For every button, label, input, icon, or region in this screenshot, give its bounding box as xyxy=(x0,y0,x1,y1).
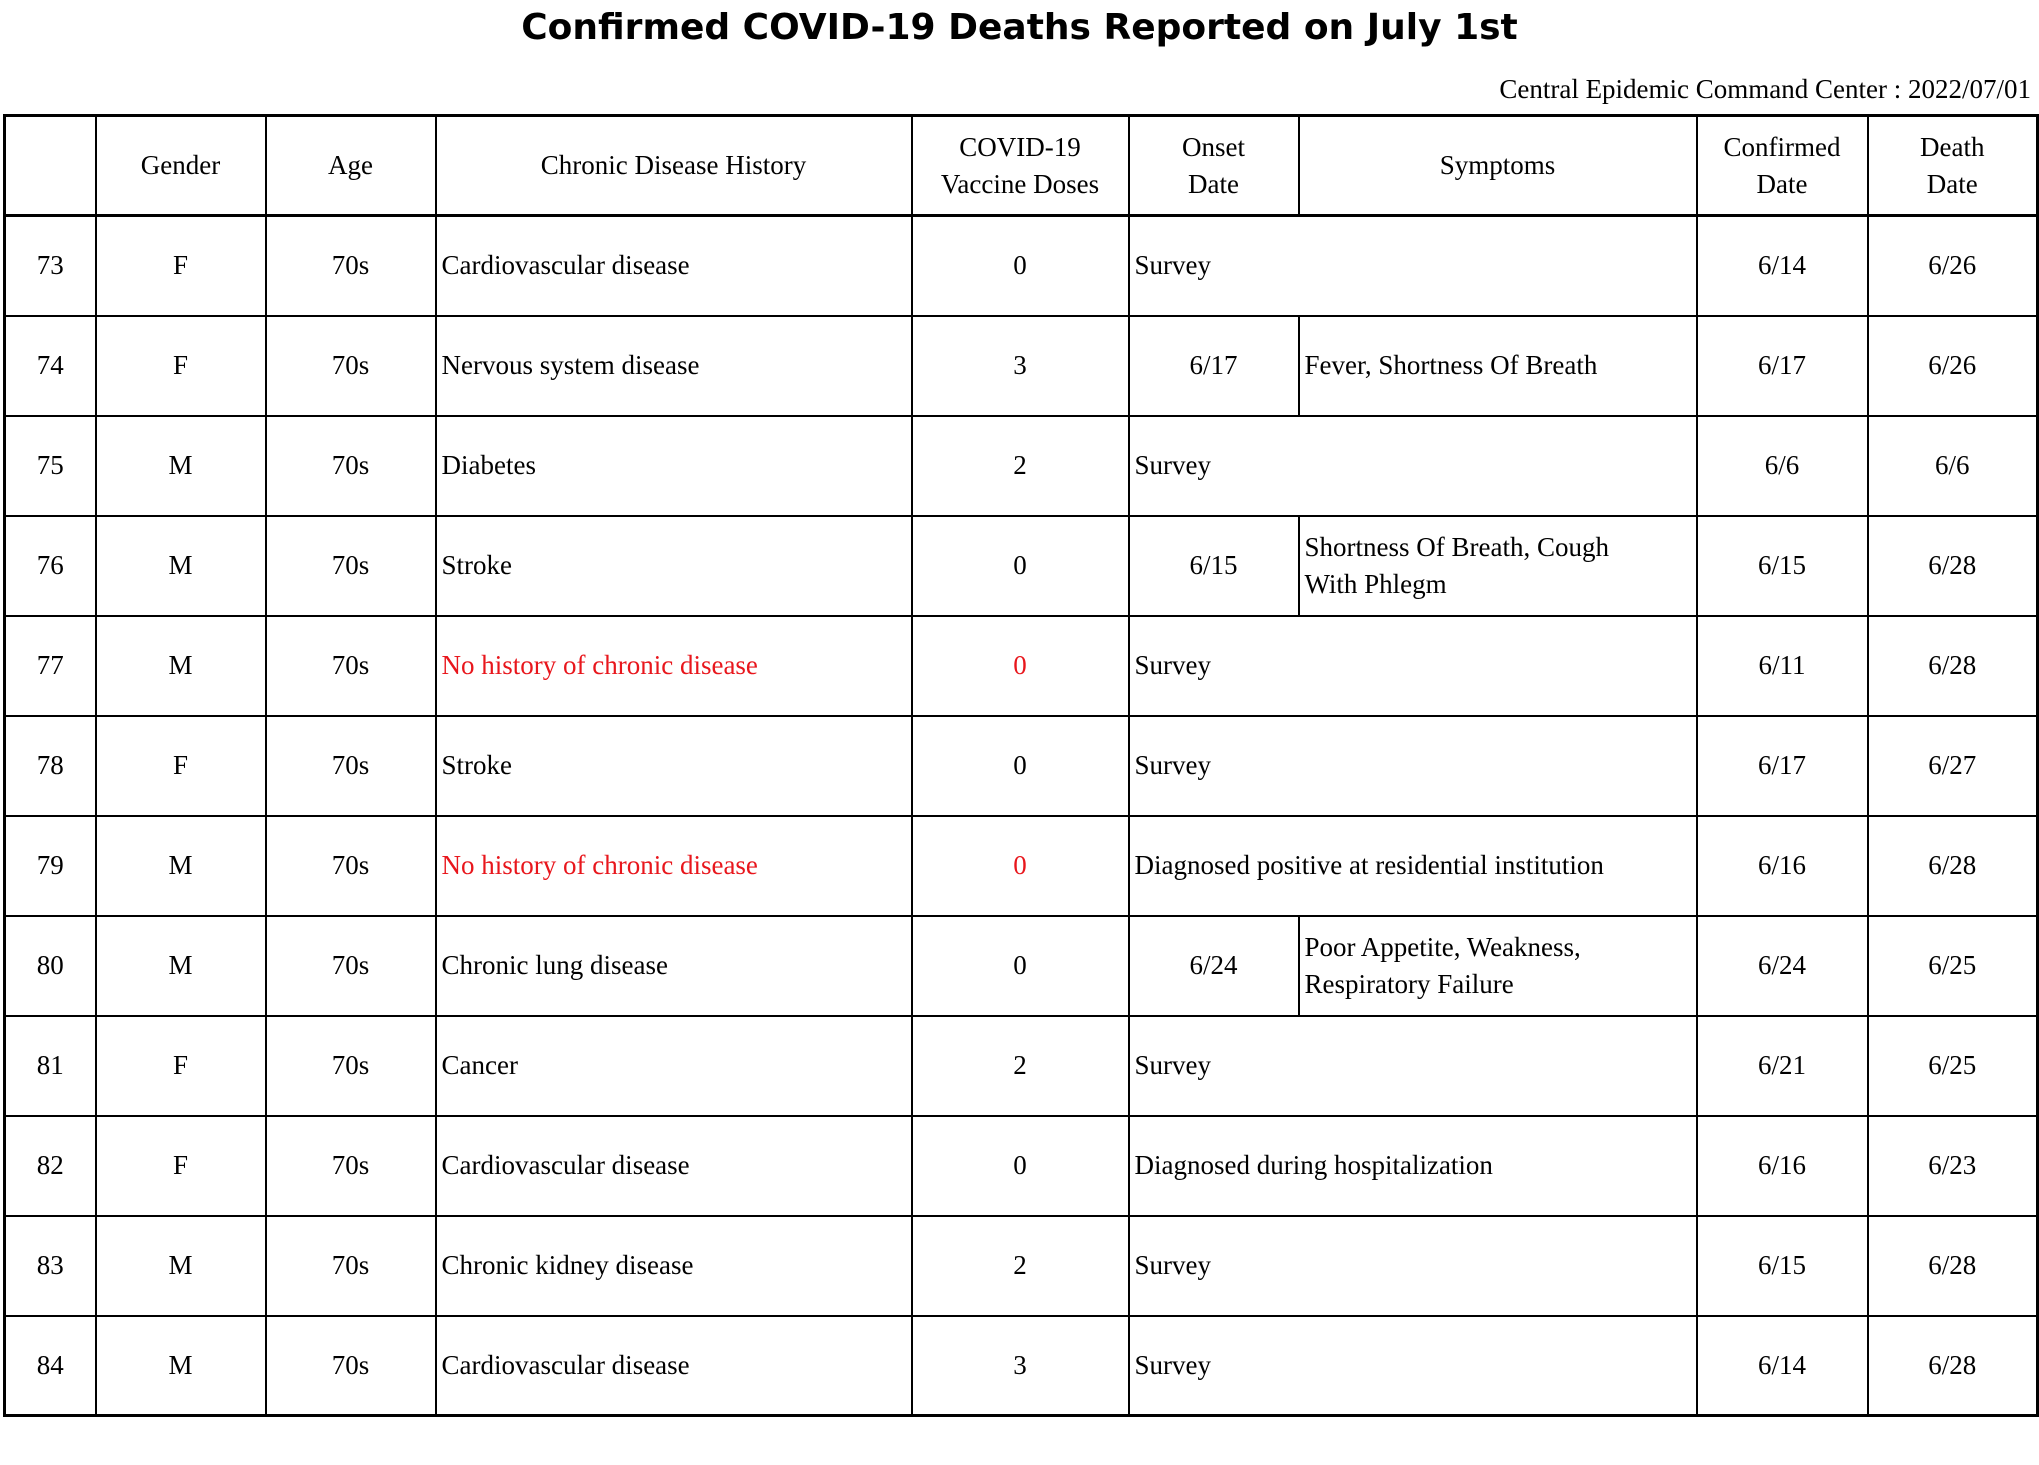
header-confirmed-date xyxy=(1697,116,1868,216)
chronic-disease-cell: Stroke xyxy=(436,516,912,616)
source-line: Central Epidemic Command Center : 2022/07/01 xyxy=(1499,74,2031,104)
gender-cell: M xyxy=(96,516,266,616)
case-number: 80 xyxy=(5,916,96,1016)
vaccine-doses-cell: 2 xyxy=(912,1216,1129,1316)
symptoms-cell xyxy=(1299,316,1697,416)
symptoms-line1: Poor Appetite, Weakness, xyxy=(1304,931,1581,962)
chronic-disease-cell: Chronic lung disease xyxy=(436,916,912,1016)
gender-cell: M xyxy=(96,916,266,1016)
case-number: 73 xyxy=(5,216,96,316)
header-age: Age xyxy=(266,116,436,216)
confirmed-date-cell: 6/16 xyxy=(1697,1116,1868,1216)
confirmed-date-cell: 6/11 xyxy=(1697,616,1868,716)
chronic-disease-cell: Chronic kidney disease xyxy=(436,1216,912,1316)
table-row xyxy=(5,1116,2038,1216)
confirmed-date-cell: 6/24 xyxy=(1697,916,1868,1016)
case-number: 81 xyxy=(5,1016,96,1116)
chronic-disease-cell: Nervous system disease xyxy=(436,316,912,416)
age-cell: 70s xyxy=(266,416,436,516)
gender-cell: M xyxy=(96,816,266,916)
onset-date-cell: 6/15 xyxy=(1129,516,1299,616)
age-cell: 70s xyxy=(266,216,436,316)
gender-cell: M xyxy=(96,1216,266,1316)
death-date-cell: 6/28 xyxy=(1868,816,2038,916)
confirmed-date-cell: 6/16 xyxy=(1697,816,1868,916)
case-number: 84 xyxy=(5,1316,96,1416)
case-number: 77 xyxy=(5,616,96,716)
onset-note-cell: Diagnosed during hospitalization xyxy=(1129,1116,1697,1216)
header-gender: Gender xyxy=(96,116,266,216)
confirmed-date-cell: 6/14 xyxy=(1697,216,1868,316)
table-row xyxy=(5,216,2038,316)
death-date-cell: 6/23 xyxy=(1868,1116,2038,1216)
vaccine-doses-cell: 2 xyxy=(912,416,1129,516)
case-number: 82 xyxy=(5,1116,96,1216)
vaccine-doses-cell: 2 xyxy=(912,1016,1129,1116)
death-date-cell: 6/28 xyxy=(1868,516,2038,616)
age-cell: 70s xyxy=(266,1016,436,1116)
age-cell: 70s xyxy=(266,816,436,916)
age-cell: 70s xyxy=(266,1116,436,1216)
age-cell: 70s xyxy=(266,516,436,616)
header-vaccine-line1: COVID-19 xyxy=(959,131,1081,162)
gender-cell: F xyxy=(96,716,266,816)
death-date-cell: 6/25 xyxy=(1868,916,2038,1016)
case-number: 75 xyxy=(5,416,96,516)
case-number: 78 xyxy=(5,716,96,816)
case-number: 74 xyxy=(5,316,96,416)
onset-date-cell: 6/17 xyxy=(1129,316,1299,416)
death-date-cell: 6/25 xyxy=(1868,1016,2038,1116)
vaccine-doses-cell: 0 xyxy=(912,816,1129,916)
age-cell: 70s xyxy=(266,616,436,716)
onset-note-cell: Survey xyxy=(1129,1316,1697,1416)
chronic-disease-cell: Cardiovascular disease xyxy=(436,216,912,316)
header-number xyxy=(5,116,96,216)
table-row xyxy=(5,816,2038,916)
confirmed-date-cell: 6/6 xyxy=(1697,416,1868,516)
age-cell: 70s xyxy=(266,1216,436,1316)
onset-note-cell: Survey xyxy=(1129,716,1697,816)
table-row xyxy=(5,716,2038,816)
vaccine-doses-cell: 0 xyxy=(912,616,1129,716)
symptoms-cell xyxy=(1299,516,1697,616)
death-date-cell: 6/26 xyxy=(1868,316,2038,416)
confirmed-date-cell: 6/15 xyxy=(1697,516,1868,616)
header-death-line2: Date xyxy=(1926,168,1978,199)
chronic-disease-cell: Cancer xyxy=(436,1016,912,1116)
header-confirmed-line2: Date xyxy=(1756,168,1808,199)
vaccine-doses-cell: 0 xyxy=(912,1116,1129,1216)
vaccine-doses-cell: 0 xyxy=(912,516,1129,616)
table-row xyxy=(5,1316,2038,1416)
header-onset-line1: Onset xyxy=(1182,131,1245,162)
death-date-cell: 6/26 xyxy=(1868,216,2038,316)
header-onset-date xyxy=(1129,116,1299,216)
onset-note-cell: Survey xyxy=(1129,1016,1697,1116)
header-death-date xyxy=(1868,116,2038,216)
case-number: 83 xyxy=(5,1216,96,1316)
gender-cell: F xyxy=(96,316,266,416)
confirmed-date-cell: 6/17 xyxy=(1697,716,1868,816)
header-confirmed-line1: Confirmed xyxy=(1723,131,1841,162)
vaccine-doses-cell: 0 xyxy=(912,216,1129,316)
age-cell: 70s xyxy=(266,716,436,816)
chronic-disease-cell: Cardiovascular disease xyxy=(436,1316,912,1416)
table-row xyxy=(5,616,2038,716)
gender-cell: F xyxy=(96,1016,266,1116)
symptoms-line2: Respiratory Failure xyxy=(1304,968,1514,999)
onset-note-cell: Survey xyxy=(1129,416,1697,516)
death-date-cell: 6/28 xyxy=(1868,1316,2038,1416)
gender-cell: M xyxy=(96,616,266,716)
header-vaccine-line2: Vaccine Doses xyxy=(940,168,1100,199)
onset-note-cell: Survey xyxy=(1129,216,1697,316)
symptoms-line1: Shortness Of Breath, Cough xyxy=(1304,531,1609,562)
chronic-disease-cell: Stroke xyxy=(436,716,912,816)
symptoms-line2: With Phlegm xyxy=(1304,568,1447,599)
page-title: Confirmed COVID-19 Deaths Reported on July 1st xyxy=(521,7,1518,48)
deaths-table xyxy=(3,114,2039,1417)
age-cell: 70s xyxy=(266,916,436,1016)
onset-note-cell: Diagnosed positive at residential institution xyxy=(1129,816,1697,916)
table-row xyxy=(5,416,2038,516)
age-cell: 70s xyxy=(266,1316,436,1416)
gender-cell: F xyxy=(96,216,266,316)
header-onset-line2: Date xyxy=(1188,168,1239,199)
gender-cell: M xyxy=(96,1316,266,1416)
death-date-cell: 6/6 xyxy=(1868,416,2038,516)
table-row xyxy=(5,1016,2038,1116)
symptoms-line1: Fever, Shortness Of Breath xyxy=(1304,350,1598,380)
death-date-cell: 6/28 xyxy=(1868,616,2038,716)
case-number: 76 xyxy=(5,516,96,616)
case-number: 79 xyxy=(5,816,96,916)
header-symptoms: Symptoms xyxy=(1299,116,1697,216)
onset-date-cell: 6/24 xyxy=(1129,916,1299,1016)
age-cell: 70s xyxy=(266,316,436,416)
chronic-disease-cell: No history of chronic disease xyxy=(436,816,912,916)
vaccine-doses-cell: 3 xyxy=(912,1316,1129,1416)
gender-cell: M xyxy=(96,416,266,516)
header-death-line1: Death xyxy=(1920,131,1985,162)
confirmed-date-cell: 6/21 xyxy=(1697,1016,1868,1116)
gender-cell: F xyxy=(96,1116,266,1216)
table-row xyxy=(5,916,2038,1016)
onset-note-cell: Survey xyxy=(1129,616,1697,716)
header-vaccine-doses xyxy=(912,116,1129,216)
vaccine-doses-cell: 0 xyxy=(912,916,1129,1016)
chronic-disease-cell: No history of chronic disease xyxy=(436,616,912,716)
vaccine-doses-cell: 3 xyxy=(912,316,1129,416)
table-row xyxy=(5,1216,2038,1316)
table-row xyxy=(5,316,2038,416)
vaccine-doses-cell: 0 xyxy=(912,716,1129,816)
symptoms-cell xyxy=(1299,916,1697,1016)
chronic-disease-cell: Cardiovascular disease xyxy=(436,1116,912,1216)
header-chronic-disease: Chronic Disease History xyxy=(436,116,912,216)
table-body xyxy=(5,216,2038,1416)
header-row xyxy=(5,116,2038,216)
confirmed-date-cell: 6/15 xyxy=(1697,1216,1868,1316)
death-date-cell: 6/27 xyxy=(1868,716,2038,816)
onset-note-cell: Survey xyxy=(1129,1216,1697,1316)
death-date-cell: 6/28 xyxy=(1868,1216,2038,1316)
confirmed-date-cell: 6/17 xyxy=(1697,316,1868,416)
confirmed-date-cell: 6/14 xyxy=(1697,1316,1868,1416)
chronic-disease-cell: Diabetes xyxy=(436,416,912,516)
table-row xyxy=(5,516,2038,616)
